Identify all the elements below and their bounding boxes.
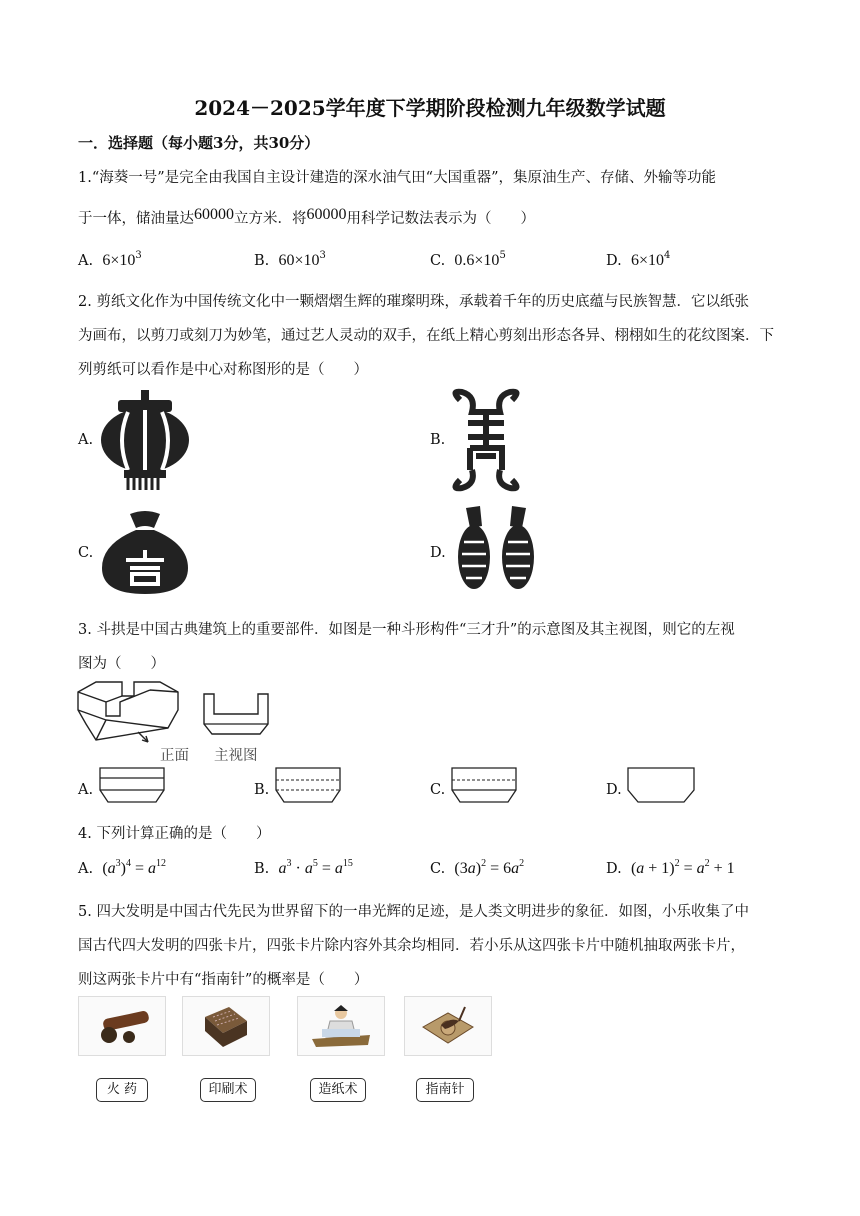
q3-text-line1: 3. 斗拱是中国古典建筑上的重要部件．如图是一种斗形构件“三才升”的示意图及其主视图，则它的左视 bbox=[78, 622, 735, 638]
q3-option-d-figure bbox=[626, 766, 696, 806]
q3-option-b-label[interactable]: B. bbox=[254, 782, 270, 798]
q2-option-d-label[interactable]: D. bbox=[430, 545, 446, 561]
papermaker-icon bbox=[308, 1005, 374, 1049]
q2-option-a-label[interactable]: A. bbox=[78, 432, 94, 448]
q3-option-d-label[interactable]: D. bbox=[606, 782, 622, 798]
lantern-icon bbox=[98, 390, 192, 492]
card-image-papermaking bbox=[297, 996, 385, 1056]
cannon-icon bbox=[89, 1011, 155, 1045]
compass-icon bbox=[419, 1003, 477, 1051]
card-label-gunpowder[interactable]: 火 药 bbox=[96, 1078, 148, 1102]
q1-option-c[interactable]: C. $0.6\times 10^5$ bbox=[430, 250, 506, 269]
q2-text-line3: 列剪纸可以看作是中心对称图形的是（ ） bbox=[78, 362, 368, 378]
card-label-papermaking[interactable]: 造纸术 bbox=[310, 1078, 366, 1102]
q4-text-line1: 4. 下列计算正确的是（ ） bbox=[78, 826, 271, 842]
card-image-printing bbox=[182, 996, 270, 1056]
main-view-diagram bbox=[202, 692, 272, 736]
q2-option-b-label[interactable]: B. bbox=[430, 432, 446, 448]
card-label-printing[interactable]: 印刷术 bbox=[200, 1078, 256, 1102]
corn-icon bbox=[450, 502, 542, 594]
q1-option-a[interactable]: A. $6\times 10^3$ bbox=[78, 250, 142, 269]
q4-option-c[interactable]: C. $(3a)^2 = 6a^2$ bbox=[430, 858, 525, 877]
q3-option-a-label[interactable]: A. bbox=[78, 782, 94, 798]
money-bag-icon bbox=[98, 510, 192, 596]
q1-text-line1: 1.“海葵一号”是完全由我国自主设计建造的深水油气田“大国重器”，集原油生产、存储、外输等功能 bbox=[78, 170, 716, 186]
q4-option-b[interactable]: B. $a^3 \cdot a^5 = a^{15}$ bbox=[254, 858, 353, 877]
q3-text-line2: 图为（ ） bbox=[78, 656, 165, 672]
q5-text-line3: 则这两张卡片中有“指南针”的概率是（ ） bbox=[78, 972, 369, 988]
q3-option-b-figure bbox=[274, 766, 342, 806]
q4-option-d[interactable]: D. $(a + 1)^2 = a^2 + 1$ bbox=[606, 858, 735, 877]
card-image-gunpowder bbox=[78, 996, 166, 1056]
q5-text-line2: 国古代四大发明的四张卡片，四张卡片除内容外其余均相同．若小乐从这四张卡片中随机抽取两张卡片， bbox=[78, 938, 745, 954]
q3-option-c-label[interactable]: C. bbox=[430, 782, 446, 798]
q5-text-line1: 5. 四大发明是中国古代先民为世界留下的一串光辉的足迹，是人类文明进步的象征．如图，小乐收集了中 bbox=[78, 904, 749, 920]
q2-text-line2: 为画布，以剪刀或刻刀为妙笔，通过艺人灵动的双手，在纸上精心剪刻出形态各异、栩栩如生的花纹图案．下 bbox=[78, 328, 774, 344]
q3-option-a-figure bbox=[98, 766, 166, 806]
card-image-compass bbox=[404, 996, 492, 1056]
card-label-compass[interactable]: 指南针 bbox=[416, 1078, 474, 1102]
q4-option-a[interactable]: A. $(a^3)^4 = a^{12}$ bbox=[78, 858, 166, 877]
printing-block-icon bbox=[201, 1003, 251, 1051]
main-view-label: 主视图 bbox=[214, 748, 258, 764]
q1-text-line2: 于一体，储油量达60000立方米．将60000用科学记数法表示为（ ） bbox=[78, 206, 535, 227]
section-heading: 一．选择题（每小题3分，共30分） bbox=[78, 134, 320, 152]
page-title: 2024－2025学年度下学期阶段检测九年级数学试题 bbox=[194, 96, 666, 120]
symmetric-pattern-icon bbox=[450, 390, 522, 490]
q2-option-c-label[interactable]: C. bbox=[78, 545, 94, 561]
q1-option-d[interactable]: D. $6\times 10^4$ bbox=[606, 250, 671, 269]
q1-option-b[interactable]: B. $60\times 10^3$ bbox=[254, 250, 326, 269]
q3-option-c-figure bbox=[450, 766, 518, 806]
dougong-schematic-diagram bbox=[76, 680, 186, 750]
front-label: 正面 bbox=[160, 748, 189, 764]
q2-text-line1: 2. 剪纸文化作为中国传统文化中一颗熠熠生辉的璀璨明珠，承载着千年的历史底蕴与民族智慧．它以纸张 bbox=[78, 294, 749, 310]
